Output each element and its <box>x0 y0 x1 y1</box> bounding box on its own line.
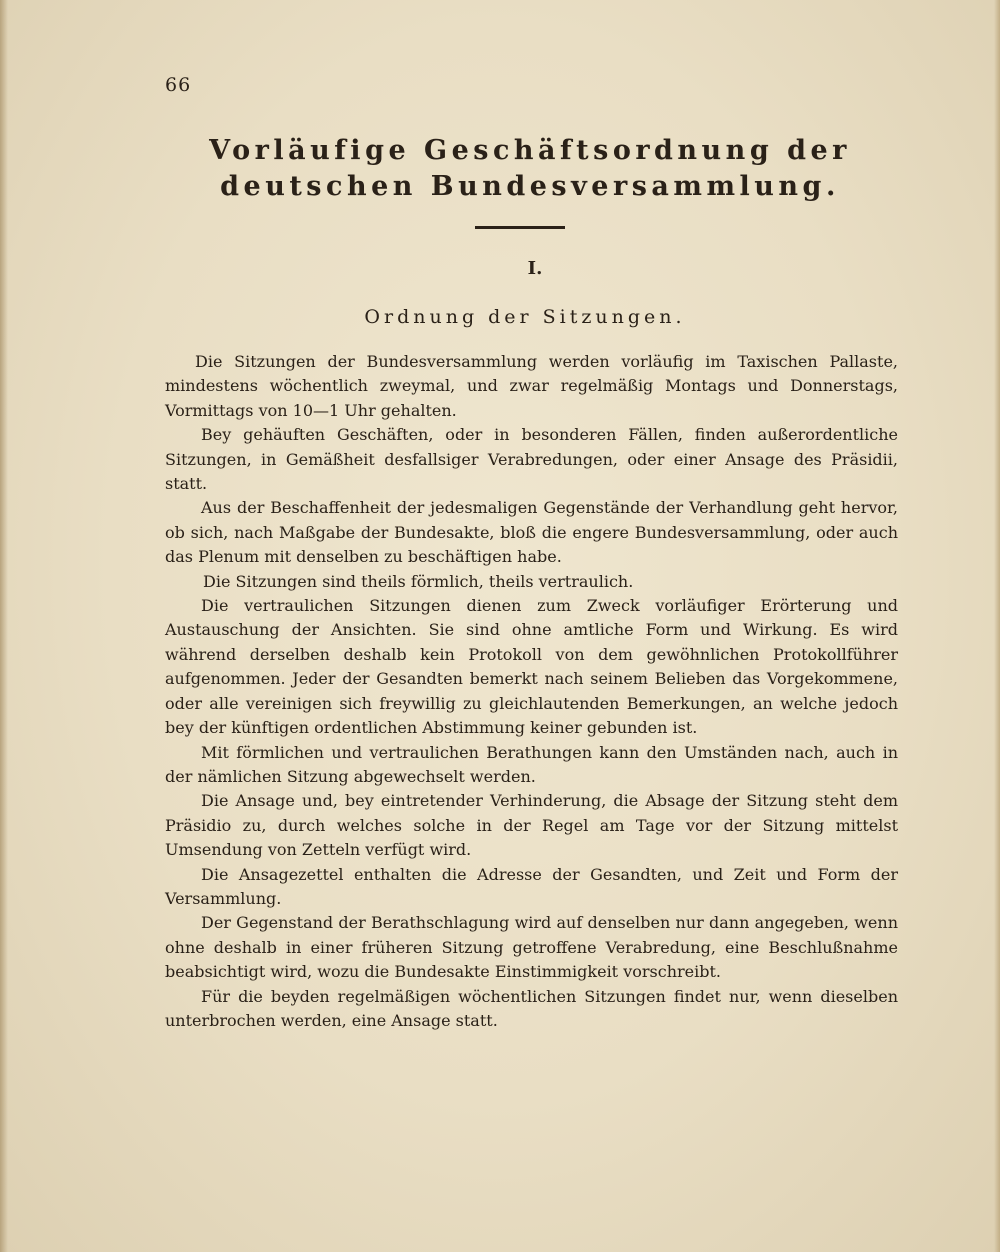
paragraph: Bey gehäuften Geschäften, oder in besonderen Fällen, finden außerordentliche Sitzungen, in Gemäßheit desfallsiger Verabredungen, oder einer Ansage des Präsidii, statt. <box>165 425 898 494</box>
section-title: Ordnung der Sitzungen. <box>364 306 686 328</box>
body-text <box>165 350 898 1033</box>
paragraph: Aus der Beschaffenheit der jedesmaligen Gegenstände der Verhandlung geht hervor, ob sich, nach Maßgabe der Bundesakte, bloß die engere Bundesversammlung, oder auch das Plenum mit denselben zu beschäftigen habe. <box>165 498 898 567</box>
paragraph: Die Ansage und, bey eintretender Verhinderung, die Absage der Sitzung steht dem Präsidio zu, durch welches solche in der Regel am Tage vor der Sitzung mittelst Umsendung von Zetteln verfügt wird. <box>165 791 898 860</box>
paragraph: Der Gegenstand der Berathschlagung wird auf denselben nur dann angegeben, wenn ohne deshalb in einer früheren Sitzung getroffene Verabredung, eine Beschlußnahme beabsichtigt wird, wozu die Bundesakte Einstimmigkeit vorschreibt. <box>165 913 898 982</box>
paragraph: Für die beyden regelmäßigen wöchentlichen Sitzungen findet nur, wenn dieselben unterbrochen werden, eine Ansage statt. <box>165 986 898 1030</box>
paragraph: Die vertraulichen Sitzungen dienen zum Zweck vorläufiger Erörterung und Austauschung der Ansichten. Sie sind ohne amtliche Form und Wirkung. Es wird während derselben deshalb kein Protokoll von dem gewöhnlichen Protokollführer aufgenommen. Jeder der Gesandten bemerkt nach seinem Belieben das Vorgekommene, oder alle vereinigen sich freywillig zu gleichlautenden Bemerkungen, an welche jedoch bey der künftigen ordentlichen Abstimmung keiner gebunden ist. <box>165 596 898 738</box>
section-number: I. <box>527 258 543 279</box>
title-divider <box>475 226 565 229</box>
paragraph: Mit förmlichen und vertraulichen Berathungen kann den Umständen nach, auch in der nämlichen Sitzung abgewechselt werden. <box>165 742 898 786</box>
document-title: Vorläufige Geschäftsordnung der deutschen Bundesversammlung. <box>209 135 851 202</box>
page-number: 66 <box>165 74 192 96</box>
paragraph: Die Sitzungen der Bundesversammlung werden vorläufig im Taxischen Pallaste, mindestens wöchentlich zweymal, und zwar regelmäßig Montags und Donnerstags, Vormittags von 10—1 Uhr gehalten. <box>165 352 898 420</box>
paragraph: Die Ansagezettel enthalten die Adresse der Gesandten, und Zeit und Form der Versammlung. <box>165 864 898 908</box>
paragraph: Die Sitzungen sind theils förmlich, theils vertraulich. <box>203 571 634 591</box>
